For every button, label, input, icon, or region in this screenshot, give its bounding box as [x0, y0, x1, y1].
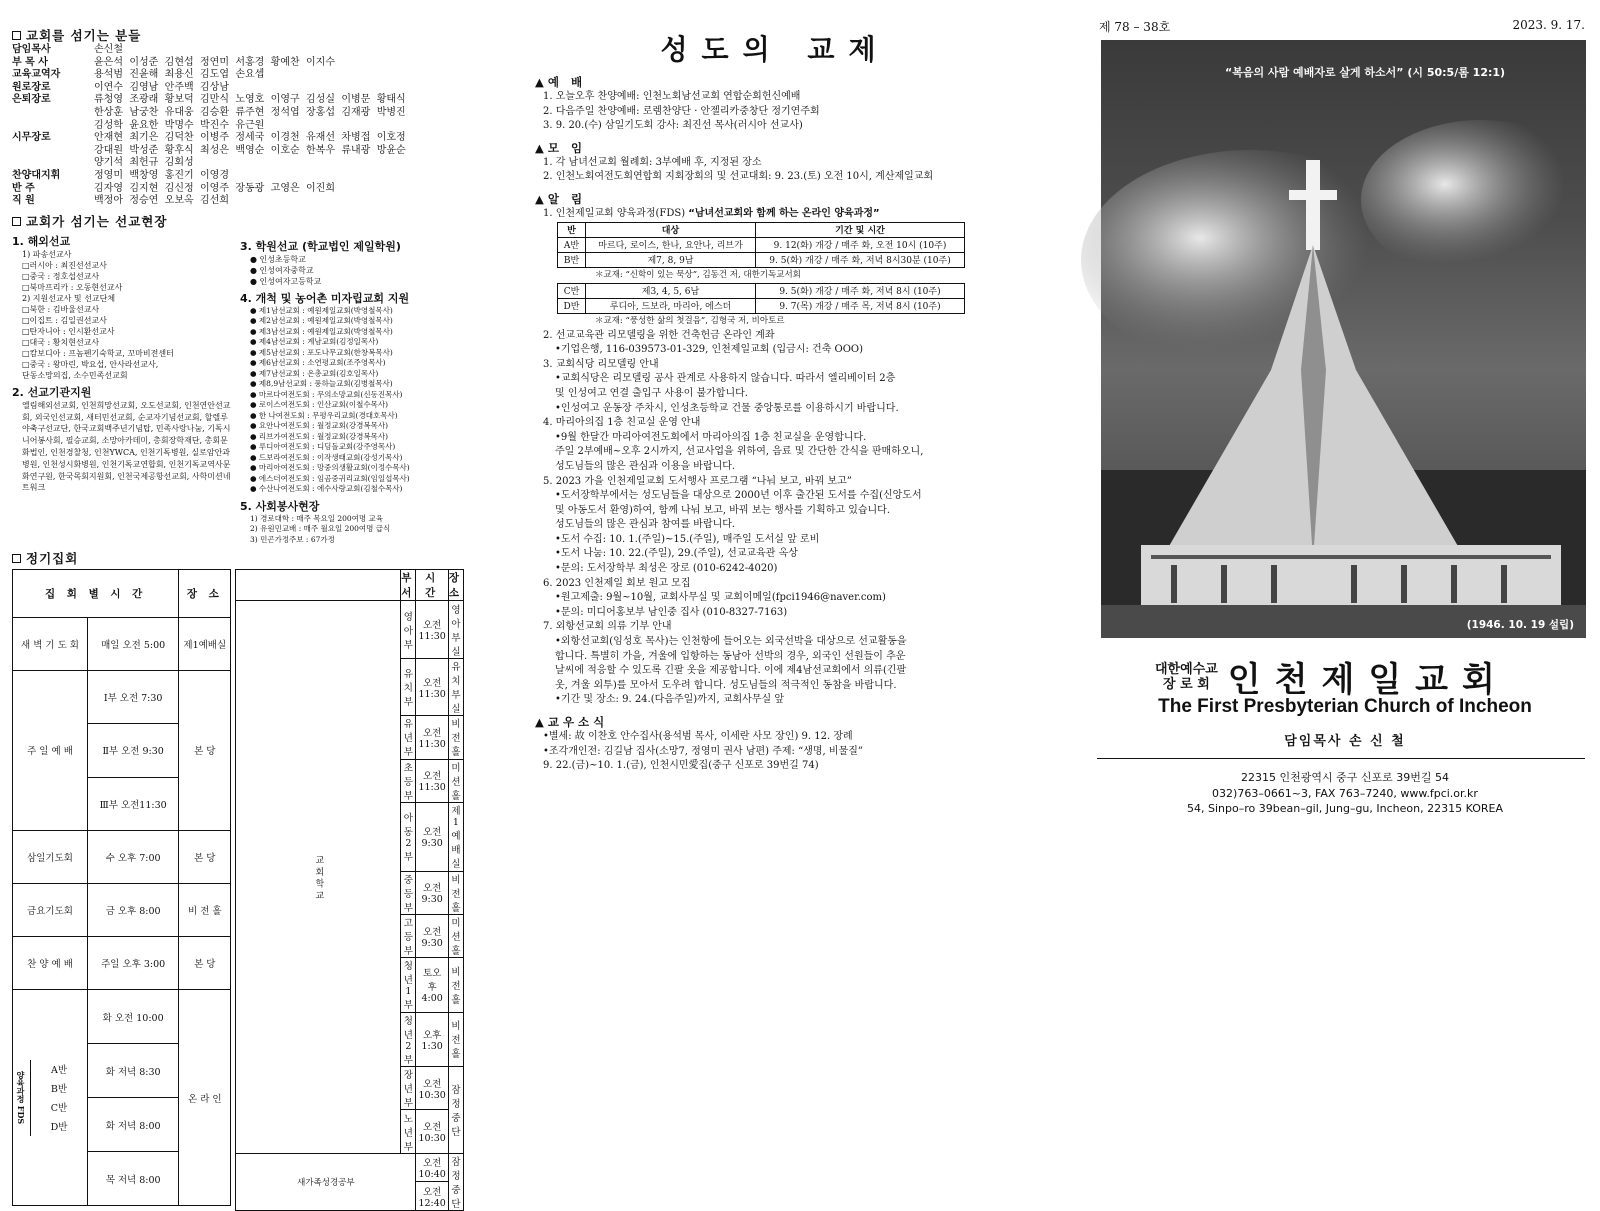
- textbook-note: ＊교재: “풍성한 삶의 첫걸음”, 김형국 저, 비아토르: [595, 315, 785, 326]
- list-item: •문의: 도서장학부 최성은 장로 (010-6242-4020): [555, 563, 778, 575]
- cell: 금 오후 8:00: [88, 883, 179, 936]
- list-item: ● 드보라여전도회 : 이작생태교회(강성기목사): [250, 452, 403, 462]
- cell: 본 당: [179, 937, 231, 990]
- cell: 금요기도회: [13, 883, 88, 936]
- list-item: 3) 민곤가정주보 : 67가정: [250, 534, 335, 544]
- staff-row: [12, 195, 464, 208]
- notice-4: 4. 마리아의집 1층 친교실 운영 안내: [543, 417, 701, 429]
- cell: 청 년 1 부: [401, 958, 416, 1012]
- list-item: •외항선교회(임성호 목사)는 인천항에 들어오는 외국선박을 대상으로 선교활동을: [555, 636, 907, 648]
- cell: 본 당: [179, 671, 231, 831]
- section-heading-staff: [12, 26, 464, 44]
- list-item: 2) 유원민교배 : 매주 월요일 200여명 급식: [250, 524, 391, 534]
- mission-right: [240, 230, 464, 546]
- cell: 아 동 2 부: [401, 802, 416, 871]
- cell: 오전 11:30: [416, 601, 448, 658]
- table-row: [558, 283, 965, 298]
- notice-4-detail: [535, 431, 1015, 475]
- cell: 고 등 부: [401, 914, 416, 957]
- table-header: 시 간: [416, 570, 448, 601]
- section-title: 교회를 섬기는 분들: [26, 28, 142, 43]
- staff-role: 은퇴장로: [12, 94, 51, 106]
- notice-5-detail: [535, 489, 1015, 577]
- cell: 루디아, 드보라, 마리아, 에스더: [586, 298, 756, 313]
- list-item: •교회식당은 리모델링 공사 관계로 사용하지 않습니다. 따라서 엘리베이터 2층: [555, 373, 896, 385]
- list-item: 1) 경로대학 : 매주 목요일 200여명 교육: [250, 513, 384, 523]
- list-item: 합니다. 특별히 가을, 겨울에 입항하는 동남아 선박의 경우, 외국인 선원들이 추운: [555, 650, 906, 662]
- list-item: ● 루디아여전도회 : 디딤돌교회(강주영목사): [250, 442, 396, 452]
- denomination-line: 대한예수교: [1155, 661, 1218, 677]
- staff-names: 손신철: [94, 44, 123, 55]
- cell: 미 션 홀: [448, 759, 463, 802]
- cell: 비 전 홀: [179, 883, 231, 936]
- fds-table: [557, 222, 965, 268]
- issue-date: 2023. 9. 17.: [1512, 18, 1585, 32]
- class-label: D반: [50, 1122, 68, 1134]
- notice-subtitle: “남녀선교회와 함께 하는 온라인 양육과정”: [688, 207, 880, 219]
- cell: 미 션 홀: [448, 914, 463, 957]
- staff-names: 용석범 진윤해 최용신 김도엽 손요셉: [94, 69, 265, 81]
- list-item: ● 인성여자고등학교: [250, 276, 322, 286]
- cell: Ⅲ부 오전11:30: [88, 777, 179, 830]
- cell: 주일 오후 3:00: [88, 937, 179, 990]
- left-panel: [12, 0, 464, 1210]
- list-item: ● 요안나여전도회 : 월정교회(강경복목사): [250, 421, 388, 431]
- table-row: [13, 990, 231, 1044]
- cell: 찬 양 예 배: [13, 937, 88, 990]
- list-item: □캄보디아 : 프놈펜기숙학교, 꼬마비전센터: [22, 348, 174, 358]
- staff-names: 정영미 백창영 홍진기 이영경: [94, 169, 229, 181]
- church-building-image: [1101, 40, 1586, 638]
- cell: 본 당: [179, 830, 231, 883]
- staff-row: [12, 94, 464, 132]
- list-item: 2. 인천노회여전도회연합회 지회장회의 및 선교대회: 9. 23.(토) 오전 10시, 계산제일교회: [543, 171, 934, 183]
- school-list: [240, 254, 464, 287]
- list-item: ● 제5남선교회 : 포도나무교회(한창복목사): [250, 347, 393, 357]
- cell: 장 년 부: [401, 1067, 416, 1110]
- address-korean: 22315 인천광역시 중구 신포로 39번길 54: [1241, 771, 1449, 784]
- staff-names: 이연수 김영남 안주백 김상남: [94, 81, 229, 93]
- cell: 영아부실: [448, 601, 463, 658]
- heading-worship: ▲예 배: [535, 75, 587, 89]
- staff-role: 직 원: [12, 195, 35, 207]
- cell: C반: [558, 283, 586, 298]
- list-item: •인성여고 운동장 주차시, 인성초등학교 건물 중앙통로를 이용하시기 바랍니다.: [555, 402, 899, 414]
- table-header: 장 소: [448, 570, 463, 601]
- list-item: 1. 오늘오후 찬양예배: 인천노회남선교회 연합순회헌신예배: [543, 91, 801, 102]
- divider: [1097, 758, 1585, 759]
- theme-verse: “복음의 사람 예배자로 살게 하소서” (시 50:5/롬 12:1): [1225, 66, 1506, 79]
- staff-names: 윤은석 이성준 김현섭 정연미 서홍경 황예찬 이지수: [94, 56, 336, 68]
- notice-text: 1. 인천제일교회 양육과정(FDS): [543, 207, 686, 219]
- list-item: 날씨에 적응할 수 있도록 긴팔 옷을 제공합니다. 이에 제4남선교회에서 의류(긴팔: [555, 665, 907, 677]
- textbook-note: ＊교재: “신학이 있는 묵상”, 김동건 저, 대한기독교서회: [595, 269, 801, 280]
- page-title: 성도의 교제: [660, 33, 890, 66]
- list-item: ● 마르다여전도회 : 무의소망교회(신동진목사): [250, 389, 403, 399]
- senior-pastor: 담임목사 손 신 철: [1284, 734, 1406, 749]
- table-header: 부 서: [401, 570, 416, 601]
- member-news-list: [535, 730, 1015, 774]
- cover-panel: [1095, 0, 1595, 842]
- list-item: □대국 : 황치현선교사: [22, 337, 100, 347]
- staff-list: [12, 44, 464, 208]
- cell: 오전 10:30: [416, 1110, 448, 1153]
- worship-table: [12, 569, 231, 1206]
- list-item: ● 에스더여전도회 : 임곰중귀리교회(임일섭목사): [250, 473, 410, 483]
- staff-role: 원로장로: [12, 81, 51, 93]
- staff-role: 부 목 사: [12, 56, 48, 68]
- list-item: 옷, 겨울 외투)를 모아서 도우려 합니다. 성도님들의 적극적인 동참을 바랍니다.: [555, 679, 897, 691]
- notice-2-detail: •기업은행, 116-039573-01-329, 인천제일교회 (입금시: 건축 OOO): [555, 344, 864, 356]
- list-item: 3. 9. 20.(수) 삼일기도회 강사: 최진선 목사(러시아 선교사): [543, 120, 803, 132]
- cell: 유 치 부: [401, 658, 416, 715]
- table-row: [13, 937, 231, 990]
- fds-table-2: [557, 283, 965, 314]
- list-item: ● 제2남선교회 : 예원제일교회(박영철목사): [250, 316, 393, 326]
- notice-5: 5. 2023 가을 인천제일교회 도서행사 프로그램 “나눠 보고, 바꿔 보고”: [543, 475, 852, 487]
- cell: 제7, 8, 9남: [586, 252, 756, 267]
- denomination: [1155, 662, 1218, 692]
- section-heading-mission: [12, 212, 464, 230]
- cell: 오전 12:40: [416, 1182, 448, 1211]
- list-item: •9월 한달간 마리아여전도회에서 마리아의집 1층 친교실을 운영합니다.: [555, 431, 867, 443]
- cell: A반: [558, 237, 586, 252]
- staff-role: 찬양대지휘: [12, 169, 61, 181]
- cell: 목 저녁 8:00: [88, 1152, 179, 1206]
- table-row: [13, 883, 231, 936]
- class-label: A반: [50, 1065, 68, 1077]
- list-item: •도서 나눔: 10. 22.(주일), 29.(주일), 선교교육관 옥상: [555, 548, 798, 560]
- cell: 노 년 부: [401, 1110, 416, 1153]
- cell: 잠정 중단: [448, 1067, 463, 1154]
- cell: 새가족성경공부: [236, 1153, 416, 1210]
- cell: 비 전 홀: [448, 716, 463, 759]
- mission-heading-school: 3. 학원선교 (학교법인 제일학원): [240, 239, 401, 253]
- fds-rows-1: [558, 237, 965, 267]
- list-item: 2. 다음주일 찬양예배: 로렘찬양단 · 안젤리카중창단 정기연주회: [543, 105, 820, 117]
- cell: 오전 10:30: [416, 1067, 448, 1110]
- staff-row: [12, 57, 464, 70]
- address-block: [1095, 770, 1595, 817]
- cell: D반: [558, 298, 586, 313]
- mission-heading-service: 5. 사회봉사현장: [240, 499, 320, 513]
- staff-row: [12, 69, 464, 82]
- square-bullet-icon: [12, 31, 21, 40]
- list-item: ● 제6남선교회 : 소연평교회(조주영목사): [250, 358, 386, 368]
- list-item: 단동소망의집, 소수민족선교회: [22, 370, 128, 380]
- cell: 오전 9:30: [416, 802, 448, 871]
- list-item: ● 한 나여전도회 : 무평우리교회(경대호목사): [250, 410, 398, 420]
- list-item: ● 인성초등학교: [250, 254, 306, 264]
- list-item: ● 인성여자중학교: [250, 265, 314, 275]
- list-item: •조각개인전: 김길남 집사(소망7, 정영미 권사 남편) 주제: “생명, 비물질”: [543, 745, 863, 757]
- list-item: ● 수산나여전도회 : 에수사랑교회(김철수목사): [250, 484, 403, 494]
- list-item: 1) 파송선교사: [22, 249, 72, 259]
- cell: 오후 1:30: [416, 1012, 448, 1066]
- cell: 9. 5(화) 개강 / 매주 화, 저녁 8시30분 (10주): [756, 252, 965, 267]
- list-item: □탄자니아 : 인시환선교사: [22, 326, 115, 336]
- cell: 영 아 부: [401, 601, 416, 658]
- founded-date: (1946. 10. 19 설립): [1466, 619, 1574, 631]
- mission-left: [12, 230, 234, 546]
- issue-number: 제 78 – 38호: [1099, 20, 1171, 34]
- list-item: •도서 수집: 10. 1.(주일)~15.(주일), 매주일 도서실 앞 로비: [555, 533, 820, 545]
- cell: 주 일 예 배: [13, 671, 88, 831]
- heading-meetings: ▲모 임: [535, 140, 587, 155]
- worship-list: [535, 90, 1015, 134]
- table-header: 대상: [586, 222, 756, 237]
- list-item: ● 제8,9남선교회 : 풍하늘교회(김병철목사): [250, 379, 393, 389]
- list-item: ● 리브가여전도회 : 월정교회(강경복목사): [250, 431, 388, 441]
- list-item: ● 제1남선교회 : 예원제일교회(박영철목사): [250, 305, 393, 315]
- notice-6: 6. 2023 인천제일 회보 원고 모집: [543, 577, 691, 589]
- cell: 9. 7(목) 개강 / 매주 목, 저녁 8시 (10주): [756, 298, 965, 313]
- list-item: 및 인성여고 연결 출입구 사용이 불가합니다.: [555, 387, 748, 399]
- table-header: 반: [558, 222, 586, 237]
- fds-rows-2: [558, 283, 965, 313]
- section-heading-meetings: [12, 549, 464, 567]
- table-row: [236, 1153, 464, 1182]
- church-photo: [1101, 40, 1586, 638]
- cell: 중 등 부: [401, 871, 416, 914]
- service-list: [240, 514, 464, 546]
- list-item: •문의: 미디어홍보부 남인중 집사 (010-8327-7163): [555, 606, 788, 618]
- staff-row: [12, 170, 464, 183]
- mission-heading-churches: 4. 개척 및 농어촌 미자립교회 지원: [240, 291, 410, 305]
- mission-columns: [12, 230, 464, 546]
- meeting-tables: [12, 569, 464, 1210]
- list-item: ● 제7남선교회 : 온총교회(김호일목사): [250, 368, 379, 378]
- cell: 온 라 인: [179, 990, 231, 1206]
- denomination-line: 장 로 회: [1163, 676, 1210, 692]
- list-item: □이집트 : 김일권선교사: [22, 315, 107, 325]
- list-item: •기간 및 장소: 9. 24.(다음주일)까지, 교회사무실 앞: [555, 694, 784, 706]
- list-item: ● 로이스여전도회 : 인산교회(이철수목사): [250, 400, 388, 410]
- agencies-text: 엘림해외선교회, 인천희망선교회, 오도선교회, 인천연안선교회, 외국인선교회, 새터민선교회, 순교자기념선교회, 할렐루야축구선교단, 한국교회백주년기념탑, 민족사랑나눔, 기독시니어봉사회, 필승교회, 소망아카데미, 총회장학재단, 총회문화법인, 인천경찰청, 인천YWCA, 인천기독병원, 실로암안과병원, 인천성시화병원, 인천기독교연합회, 인천기독교역사문화연구원, 한국목회지원회, 인천국제공항선교회, 사학미션네트워크: [22, 400, 231, 493]
- news-panel: [535, 0, 1015, 842]
- cell: 청 년 2 부: [401, 1012, 416, 1066]
- address-english: 54, Sinpo–ro 39bean–gil, Jung–gu, Incheon, 22315 KOREA: [1187, 802, 1503, 815]
- notice-7: 7. 외항선교회 의류 기부 안내: [543, 621, 672, 633]
- table-header: 장 소: [179, 570, 231, 618]
- list-item: 및 아동도서 환영)하여, 함께 나눠 보고, 바꿔 보는 행사를 기획하고 있습니다.: [555, 504, 891, 516]
- heading-member-news: ▲교우소식: [535, 715, 609, 729]
- cell: 잠정 중단: [448, 1153, 463, 1210]
- notice-3: 3. 교회식당 리모델링 안내: [543, 358, 659, 370]
- notice-2: 2. 선교교육관 리모델링을 위한 건축헌금 온라인 계좌: [543, 329, 775, 341]
- fds-classes: [31, 1060, 87, 1136]
- list-item: □북마프리카 : 오동현선교사: [22, 282, 123, 292]
- cell: 오전 9:30: [416, 914, 448, 957]
- cell: 마르다, 로이스, 한나, 요안나, 리브가: [586, 237, 756, 252]
- list-item: 9. 22.(금)~10. 1.(금), 인천시민愛집(중구 신포로 39번길 74): [543, 760, 819, 772]
- list-item: 1. 각 남녀선교회 월례회: 3부예배 후, 지정된 장소: [543, 156, 762, 168]
- cell: 오전 10:40: [416, 1153, 448, 1182]
- notice-1: [535, 207, 1015, 222]
- table-header: 집 회 별 시 간: [13, 570, 179, 618]
- cell: B반: [558, 252, 586, 267]
- cell: 매일 오전 5:00: [88, 617, 179, 670]
- staff-row: [12, 183, 464, 196]
- cell: 화 저녁 8:30: [88, 1044, 179, 1098]
- list-item: •원고제출: 9월~10월, 교회사무실 및 교회이메일(fpci1946@naver.com): [555, 592, 886, 604]
- staff-names: 김자영 김지현 김신정 이영주 장동광 고영은 이진희: [94, 182, 336, 194]
- list-item: ● 제3남선교회 : 예원제일교회(박영철목사): [250, 326, 393, 336]
- cell: 화 저녁 8:00: [88, 1098, 179, 1152]
- cell: 제1예배실: [179, 617, 231, 670]
- staff-role: 시무장로: [12, 132, 51, 144]
- staff-names: 백정아 정승연 오보옥 김선희: [94, 195, 229, 207]
- table-row: [13, 830, 231, 883]
- fds-label: 양육과정 FDS: [13, 1060, 31, 1136]
- notice-3-detail: [535, 372, 1015, 416]
- church-name: 인천제일교회: [1227, 660, 1509, 700]
- churches-list: [240, 306, 464, 495]
- cover-header: [1095, 18, 1595, 35]
- mission-heading-overseas: 1. 해외선교: [12, 234, 71, 248]
- section-title: 정기집회: [26, 551, 79, 567]
- notice-7-detail: [535, 635, 1015, 708]
- list-item: □중국 : 정호섭선교사: [22, 271, 100, 281]
- table-row: [13, 671, 231, 724]
- cell: 9. 12(화) 개강 / 매주 화, 오전 10시 (10주): [756, 237, 965, 252]
- class-label: B반: [50, 1084, 68, 1096]
- church-name-english: The First Presbyterian Church of Incheon: [1158, 696, 1532, 717]
- cell: 초 등 부: [401, 759, 416, 802]
- staff-row: [12, 132, 464, 170]
- cell: 화 오전 10:00: [88, 990, 179, 1044]
- list-item: ● 마리아여전도회 : 망중의생활교회(이정수목사): [250, 463, 410, 473]
- staff-role: 교육교역자: [12, 69, 61, 81]
- list-item: 성도님들의 많은 관심과 참여를 바랍니다.: [555, 519, 736, 531]
- staff-row: [12, 44, 464, 57]
- list-item: □러시아 : 최진선선교사: [22, 260, 107, 270]
- church-name-block: [1155, 652, 1509, 701]
- staff-names: 안재현 최기은 김덕찬 이병주 정세국 이경천 유재선 차병접 이호정 강대원 박성준 황후식 최성은 백영순 이호순 한복우 류내광 방윤순 양기석 최헌규 김회성: [94, 132, 406, 169]
- cell: 토오후 4:00: [416, 958, 448, 1012]
- cell: 비 전 홀: [448, 958, 463, 1012]
- cell: 삼일기도회: [13, 830, 88, 883]
- list-item: □중국 : 왕마린, 박요섭, 안사라선교사,: [22, 359, 159, 369]
- section-title: 교회가 섬기는 선교현장: [26, 213, 168, 229]
- cell: Ⅱ부 오전 9:30: [88, 724, 179, 777]
- list-item: 2) 지원선교사 및 선교단체: [22, 293, 116, 303]
- cell: 오전 9:30: [416, 871, 448, 914]
- school-table: [235, 569, 464, 1211]
- list-item: ● 제4남선교회 : 계남교회(김정일목사): [250, 337, 379, 347]
- list-item: •도서장학부에서는 성도님들을 대상으로 2000년 이후 출간된 도서를 수집(신앙도서: [555, 490, 922, 502]
- cell: 오전 11:30: [416, 658, 448, 715]
- cell: 오전 11:30: [416, 716, 448, 759]
- cell: 비 전 홀: [448, 1012, 463, 1066]
- cell: 오전 11:30: [416, 759, 448, 802]
- table-row: [558, 298, 965, 313]
- cell: 수 오후 7:00: [88, 830, 179, 883]
- mission-heading-agencies: 2. 선교기관지원: [12, 385, 92, 399]
- table-row: [558, 237, 965, 252]
- list-item: •별세: 故 이찬호 안수집사(용석범 목사, 이세란 사모 장인) 9. 12. 장례: [543, 731, 853, 742]
- table-row: [558, 252, 965, 267]
- staff-row: [12, 82, 464, 95]
- table-row: [236, 601, 464, 658]
- cell: Ⅰ부 오전 7:30: [88, 671, 179, 724]
- cell: 9. 5(화) 개강 / 매주 화, 저녁 8시 (10주): [756, 283, 965, 298]
- meeting-list: [535, 156, 1015, 185]
- cell: 비 전 홀: [448, 871, 463, 914]
- cell: 제1예배실: [448, 802, 463, 871]
- table-header: 기간 및 시간: [756, 222, 965, 237]
- list-item: □북한 : 김바울선교사: [22, 304, 100, 314]
- phone-fax-web: 032)763–0661~3, FAX 763–7240, www.fpci.or.kr: [1212, 786, 1478, 800]
- cell: 유 년 부: [401, 716, 416, 759]
- cell: 새 벽 기 도 회: [13, 617, 88, 670]
- staff-role: 담임목사: [12, 44, 51, 55]
- side-label: 교 회 학 교: [236, 601, 401, 1153]
- overseas-list: [12, 249, 234, 381]
- square-bullet-icon: [12, 554, 21, 563]
- staff-names: 류청영 조광래 황보덕 김만식 노영호 이영구 김성실 이병문 황태식 한상훈 남궁찬 유대웅 김승환 류주현 정석엽 장홍섭 김재광 박병진 김성학 윤요한 박명수 박진수 유근원: [94, 94, 406, 131]
- list-item: 성도님들의 많은 관심과 이용을 바랍니다.: [555, 460, 736, 472]
- heading-notices: ▲알 림: [535, 191, 587, 206]
- school-table-body: [236, 601, 464, 1153]
- notice-6-detail: [535, 591, 1015, 620]
- list-item: 주일 2부예배~오후 2시까지, 선교사업을 위하여, 음료 및 간단한 간식을 판매하오니,: [555, 446, 924, 458]
- staff-role: 반 주: [12, 182, 35, 194]
- cell: 제3, 4, 5, 6남: [586, 283, 756, 298]
- square-bullet-icon: [12, 217, 21, 226]
- table-row: [13, 617, 231, 670]
- cell: 유치부실: [448, 658, 463, 715]
- class-label: C반: [50, 1103, 68, 1115]
